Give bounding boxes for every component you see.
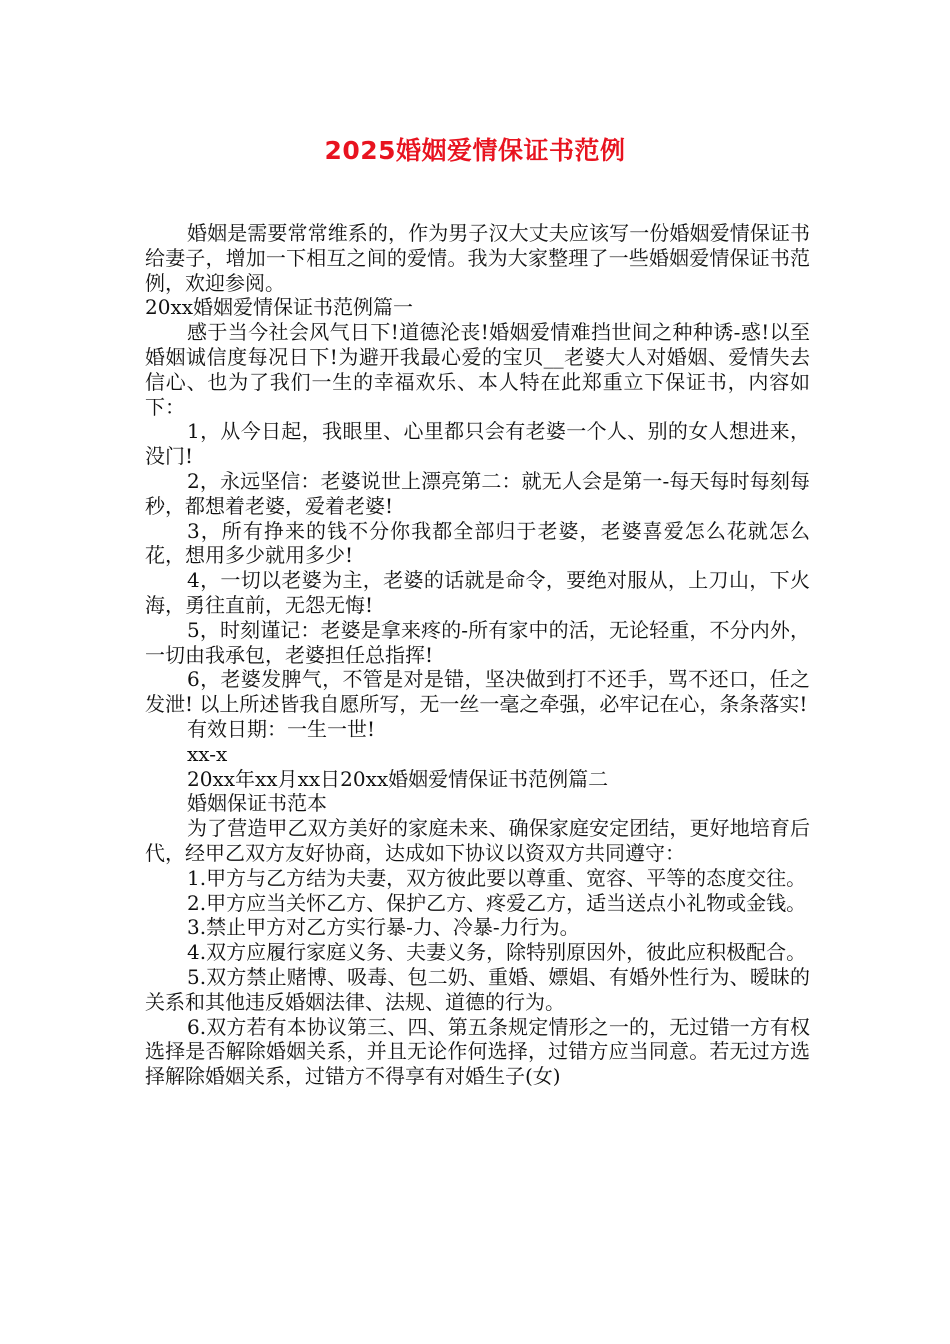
body-paragraph: 婚姻保证书范本	[187, 791, 327, 816]
body-paragraph: 2，永远坚信：老婆说世上漂亮第二：就无人会是第一-每天每时每刻每秒，都想着老婆，爱着老婆!	[145, 468, 810, 518]
body-paragraph: 3，所有挣来的钱不分你我都全部归于老婆，老婆喜爱怎么花就怎么花，想用多少就用多少!	[145, 518, 810, 568]
document-body	[145, 221, 810, 1089]
body-paragraph: 婚姻是需要常常维系的，作为男子汉大丈夫应该写一份婚姻爱情保证书给妻子，增加一下相互之间的爱情。我为大家整理了一些婚姻爱情保证书范例，欢迎参阅。	[145, 221, 810, 295]
body-paragraph: 有效日期：一生一世!	[187, 716, 376, 741]
body-paragraph: 6.双方若有本协议第三、四、第五条规定情形之一的，无过错一方有权选择是否解除婚姻关系，并且无论作何选择，过错方应当同意。若无过方选择解除婚姻关系，过错方不得享有对婚生子(女)	[145, 1014, 810, 1089]
document-title: 2025婚姻爱情保证书范例	[324, 136, 626, 165]
body-paragraph: 感于当今社会风气日下!道德沦丧!婚姻爱情难挡世间之种种诱-惑!以至婚姻诚信度每况日下!为避开我最心爱的宝贝__老婆大人对婚姻、爱情失去信心、也为了我们一生的幸福欢乐、本人特在此郑重立下保证书，内容如下：	[145, 320, 810, 419]
body-paragraph: 20xx年xx月xx日20xx婚姻爱情保证书范例篇二	[187, 766, 609, 791]
body-paragraph: 5，时刻谨记：老婆是拿来疼的-所有家中的活，无论轻重，不分内外，一切由我承包，老婆担任总指挥!	[145, 617, 810, 667]
body-paragraph: 20xx婚姻爱情保证书范例篇一	[145, 295, 414, 320]
body-paragraph: 4，一切以老婆为主，老婆的话就是命令，要绝对服从，上刀山，下火海，勇往直前，无怨无悔!	[145, 568, 810, 617]
body-paragraph: 5.双方禁止赌博、吸毒、包二奶、重婚、嫖娼、有婚外性行为、暧昧的关系和其他违反婚姻法律、法规、道德的行为。	[145, 964, 810, 1014]
body-paragraph: xx-x	[187, 741, 228, 766]
body-paragraph: 1.甲方与乙方结为夫妻，双方彼此要以尊重、宽容、平等的态度交往。	[187, 865, 807, 890]
body-paragraph: 3.禁止甲方对乙方实行暴-力、冷暴-力行为。	[187, 915, 580, 940]
body-paragraph: 2.甲方应当关怀乙方、保护乙方、疼爱乙方，适当送点小礼物或金钱。	[187, 890, 807, 915]
body-paragraph: 1，从今日起，我眼里、心里都只会有老婆一个人、别的女人想进来，没门!	[145, 419, 810, 469]
body-paragraph: 为了营造甲乙双方美好的家庭未来、确保家庭安定团结，更好地培育后代，经甲乙双方友好协商，达成如下协议以资双方共同遵守：	[145, 816, 810, 865]
body-paragraph: 4.双方应履行家庭义务、夫妻义务，除特别原因外，彼此应积极配合。	[187, 940, 807, 965]
body-paragraph: 6，老婆发脾气，不管是对是错，坚决做到打不还手，骂不还口，任之发泄! 以上所述皆我自愿所写，无一丝一毫之牵强，必牢记在心，条条落实!	[145, 667, 810, 717]
